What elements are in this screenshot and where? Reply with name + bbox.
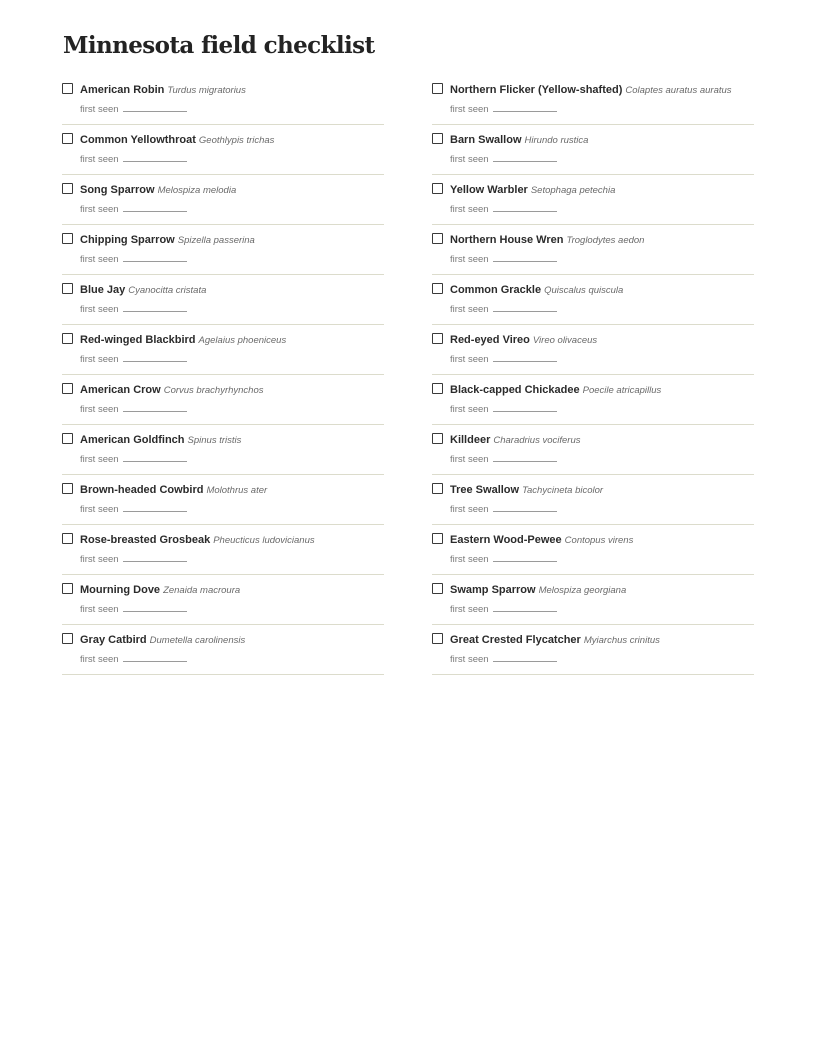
species-checkbox[interactable] xyxy=(62,183,73,194)
species-checkbox[interactable] xyxy=(432,433,443,444)
first-seen-line xyxy=(80,353,187,366)
first-seen-blank[interactable] xyxy=(493,303,557,312)
species-scientific-name: Myiarchus crinitus xyxy=(583,635,660,646)
species-common-name: Common Yellowthroat xyxy=(80,134,196,146)
species-common-name: American Goldfinch xyxy=(80,434,185,446)
species-name-line xyxy=(80,131,274,148)
species-entry xyxy=(432,575,754,625)
species-entry xyxy=(432,75,754,125)
species-name-line xyxy=(450,581,626,598)
first-seen-blank[interactable] xyxy=(123,153,187,162)
first-seen-label: first seen xyxy=(450,354,489,365)
species-common-name: American Crow xyxy=(80,384,161,396)
first-seen-label: first seen xyxy=(80,354,119,365)
first-seen-label: first seen xyxy=(80,254,119,265)
species-scientific-name: Spizella passerina xyxy=(177,235,255,246)
species-entry xyxy=(432,425,754,475)
checklist-column-left xyxy=(62,75,384,675)
first-seen-blank[interactable] xyxy=(123,503,187,512)
first-seen-label: first seen xyxy=(80,554,119,565)
first-seen-blank[interactable] xyxy=(493,603,557,612)
species-common-name: Mourning Dove xyxy=(80,584,161,596)
first-seen-blank[interactable] xyxy=(123,303,187,312)
species-common-name: Northern House Wren xyxy=(450,234,564,246)
species-entry xyxy=(62,475,384,525)
first-seen-line xyxy=(450,253,557,266)
first-seen-line xyxy=(450,453,557,466)
species-scientific-name: Cyanocitta cristata xyxy=(128,285,207,296)
first-seen-label: first seen xyxy=(450,304,489,315)
species-checkbox[interactable] xyxy=(432,383,443,394)
first-seen-line xyxy=(80,453,187,466)
species-scientific-name: Corvus brachyrhynchos xyxy=(163,385,264,396)
first-seen-line xyxy=(80,653,187,666)
species-entry xyxy=(62,375,384,425)
species-name-line xyxy=(450,181,615,198)
species-name-line xyxy=(80,231,255,248)
species-entry xyxy=(62,75,384,125)
first-seen-blank[interactable] xyxy=(123,603,187,612)
first-seen-blank[interactable] xyxy=(123,653,187,662)
species-name-line xyxy=(80,631,245,648)
species-scientific-name: Melospiza melodia xyxy=(157,185,237,196)
species-name-line xyxy=(80,281,206,298)
first-seen-label: first seen xyxy=(450,104,489,115)
first-seen-line xyxy=(80,403,187,416)
species-scientific-name: Melospiza georgiana xyxy=(538,585,627,596)
species-checkbox[interactable] xyxy=(432,133,443,144)
species-name-line xyxy=(450,281,623,298)
first-seen-label: first seen xyxy=(450,404,489,415)
species-common-name: Brown-headed Cowbird xyxy=(80,484,204,496)
species-name-line xyxy=(450,131,588,148)
species-checkbox[interactable] xyxy=(432,83,443,94)
species-entry xyxy=(62,575,384,625)
species-checkbox[interactable] xyxy=(62,633,73,644)
species-entry xyxy=(432,275,754,325)
species-name-line xyxy=(80,331,286,348)
species-entry xyxy=(62,275,384,325)
species-common-name: Northern Flicker (Yellow-shafted) xyxy=(450,84,623,96)
species-scientific-name: Agelaius phoeniceus xyxy=(198,335,287,346)
species-common-name: Great Crested Flycatcher xyxy=(450,634,581,646)
species-entry xyxy=(62,625,384,675)
first-seen-label: first seen xyxy=(80,104,119,115)
species-entry xyxy=(62,175,384,225)
species-scientific-name: Contopus virens xyxy=(564,535,634,546)
species-scientific-name: Zenaida macroura xyxy=(163,585,241,596)
first-seen-line xyxy=(450,353,557,366)
species-common-name: Blue Jay xyxy=(80,284,126,296)
species-common-name: Rose-breasted Grosbeak xyxy=(80,534,211,546)
first-seen-label: first seen xyxy=(80,604,119,615)
first-seen-blank[interactable] xyxy=(493,353,557,362)
first-seen-label: first seen xyxy=(80,304,119,315)
first-seen-label: first seen xyxy=(450,554,489,565)
species-common-name: Red-eyed Vireo xyxy=(450,334,530,346)
species-entry xyxy=(62,125,384,175)
species-checkbox[interactable] xyxy=(62,383,73,394)
first-seen-line xyxy=(80,153,187,166)
species-scientific-name: Turdus migratorius xyxy=(167,85,246,96)
species-checkbox[interactable] xyxy=(432,633,443,644)
species-common-name: American Robin xyxy=(80,84,165,96)
first-seen-label: first seen xyxy=(450,454,489,465)
species-name-line xyxy=(80,381,264,398)
first-seen-line xyxy=(450,103,557,116)
checklist-column-right xyxy=(432,75,754,675)
first-seen-label: first seen xyxy=(80,204,119,215)
first-seen-line xyxy=(80,103,187,116)
first-seen-line xyxy=(450,403,557,416)
species-scientific-name: Quiscalus quiscula xyxy=(544,285,624,296)
species-entry xyxy=(432,525,754,575)
species-name-line xyxy=(450,231,644,248)
species-checkbox[interactable] xyxy=(432,533,443,544)
species-entry xyxy=(432,225,754,275)
species-scientific-name: Vireo olivaceus xyxy=(532,335,598,346)
first-seen-line xyxy=(450,653,557,666)
first-seen-blank[interactable] xyxy=(493,203,557,212)
species-scientific-name: Colaptes auratus auratus xyxy=(625,85,732,96)
species-scientific-name: Molothrus ater xyxy=(206,485,268,496)
first-seen-label: first seen xyxy=(80,504,119,515)
first-seen-label: first seen xyxy=(450,204,489,215)
species-entry xyxy=(432,625,754,675)
species-entry xyxy=(432,125,754,175)
species-common-name: Red-winged Blackbird xyxy=(80,334,196,346)
species-name-line xyxy=(80,531,315,548)
first-seen-blank[interactable] xyxy=(123,203,187,212)
first-seen-blank[interactable] xyxy=(493,403,557,412)
species-entry xyxy=(62,425,384,475)
species-common-name: Killdeer xyxy=(450,434,491,446)
species-common-name: Eastern Wood-Pewee xyxy=(450,534,562,546)
species-name-line xyxy=(450,481,603,498)
species-entry xyxy=(62,225,384,275)
species-scientific-name: Geothlypis trichas xyxy=(198,135,275,146)
species-scientific-name: Tachycineta bicolor xyxy=(522,485,604,496)
species-common-name: Common Grackle xyxy=(450,284,542,296)
first-seen-blank[interactable] xyxy=(123,553,187,562)
page-title: Minnesota field checklist xyxy=(63,32,375,59)
species-name-line xyxy=(80,481,267,498)
species-name-line xyxy=(450,381,661,398)
species-checkbox[interactable] xyxy=(432,333,443,344)
species-entry xyxy=(62,525,384,575)
first-seen-blank[interactable] xyxy=(123,103,187,112)
first-seen-line xyxy=(80,253,187,266)
species-common-name: Tree Swallow xyxy=(450,484,520,496)
first-seen-line xyxy=(80,503,187,516)
first-seen-label: first seen xyxy=(80,654,119,665)
species-checkbox[interactable] xyxy=(432,283,443,294)
first-seen-label: first seen xyxy=(450,504,489,515)
first-seen-blank[interactable] xyxy=(493,653,557,662)
species-common-name: Chipping Sparrow xyxy=(80,234,175,246)
species-checkbox[interactable] xyxy=(62,533,73,544)
first-seen-line xyxy=(450,153,557,166)
species-scientific-name: Hirundo rustica xyxy=(524,135,589,146)
species-name-line xyxy=(80,181,236,198)
first-seen-line xyxy=(450,553,557,566)
species-checkbox[interactable] xyxy=(62,283,73,294)
first-seen-line xyxy=(450,603,557,616)
species-scientific-name: Spinus tristis xyxy=(187,435,242,446)
first-seen-blank[interactable] xyxy=(123,453,187,462)
species-checkbox[interactable] xyxy=(432,483,443,494)
species-scientific-name: Pheucticus ludovicianus xyxy=(213,535,315,546)
species-name-line xyxy=(450,631,660,648)
first-seen-label: first seen xyxy=(80,404,119,415)
first-seen-line xyxy=(80,203,187,216)
first-seen-blank[interactable] xyxy=(123,253,187,262)
first-seen-line xyxy=(80,553,187,566)
species-entry xyxy=(62,325,384,375)
species-scientific-name: Troglodytes aedon xyxy=(566,235,645,246)
species-common-name: Gray Catbird xyxy=(80,634,147,646)
species-common-name: Swamp Sparrow xyxy=(450,584,536,596)
first-seen-blank[interactable] xyxy=(123,353,187,362)
first-seen-blank[interactable] xyxy=(493,253,557,262)
first-seen-line xyxy=(450,203,557,216)
first-seen-blank[interactable] xyxy=(493,503,557,512)
first-seen-line xyxy=(80,603,187,616)
species-scientific-name: Setophaga petechia xyxy=(530,185,616,196)
first-seen-label: first seen xyxy=(80,454,119,465)
first-seen-label: first seen xyxy=(450,654,489,665)
species-checkbox[interactable] xyxy=(62,433,73,444)
first-seen-label: first seen xyxy=(450,604,489,615)
species-checkbox[interactable] xyxy=(62,233,73,244)
species-entry xyxy=(432,325,754,375)
species-common-name: Black-capped Chickadee xyxy=(450,384,580,396)
species-scientific-name: Poecile atricapillus xyxy=(582,385,662,396)
species-entry xyxy=(432,375,754,425)
species-checkbox[interactable] xyxy=(432,583,443,594)
species-checkbox[interactable] xyxy=(432,183,443,194)
species-checkbox[interactable] xyxy=(432,233,443,244)
species-checkbox[interactable] xyxy=(62,483,73,494)
first-seen-blank[interactable] xyxy=(493,553,557,562)
species-scientific-name: Charadrius vociferus xyxy=(493,435,581,446)
first-seen-line xyxy=(450,503,557,516)
first-seen-label: first seen xyxy=(450,154,489,165)
species-entry xyxy=(432,175,754,225)
species-name-line xyxy=(450,431,580,448)
first-seen-line xyxy=(80,303,187,316)
first-seen-blank[interactable] xyxy=(123,403,187,412)
species-name-line xyxy=(80,81,246,98)
species-name-line xyxy=(80,431,241,448)
first-seen-line xyxy=(450,303,557,316)
species-entry xyxy=(432,475,754,525)
species-name-line xyxy=(450,81,732,98)
species-common-name: Song Sparrow xyxy=(80,184,155,196)
species-checkbox[interactable] xyxy=(62,133,73,144)
species-checkbox[interactable] xyxy=(62,583,73,594)
first-seen-label: first seen xyxy=(80,154,119,165)
species-common-name: Barn Swallow xyxy=(450,134,522,146)
first-seen-blank[interactable] xyxy=(493,153,557,162)
species-name-line xyxy=(450,331,597,348)
species-name-line xyxy=(80,581,240,598)
species-common-name: Yellow Warbler xyxy=(450,184,528,196)
species-scientific-name: Dumetella carolinensis xyxy=(149,635,246,646)
species-checkbox[interactable] xyxy=(62,83,73,94)
first-seen-blank[interactable] xyxy=(493,453,557,462)
first-seen-blank[interactable] xyxy=(493,103,557,112)
species-name-line xyxy=(450,531,633,548)
species-checkbox[interactable] xyxy=(62,333,73,344)
first-seen-label: first seen xyxy=(450,254,489,265)
